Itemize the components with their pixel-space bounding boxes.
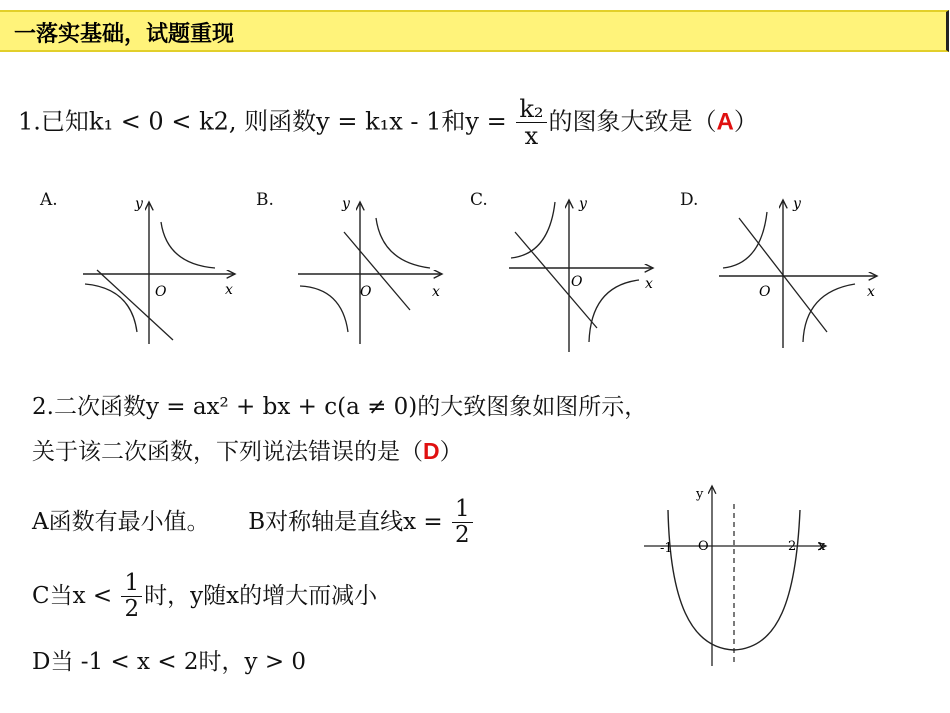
graph-d xyxy=(715,192,885,352)
x-axis-label: x xyxy=(818,539,826,554)
option-d-statement: D当 -1 < x < 2时，y > 0 xyxy=(32,649,307,675)
question-2-answer: D xyxy=(423,438,440,464)
y-axis-label: y xyxy=(579,196,587,212)
y-axis-label: y xyxy=(135,196,143,212)
origin-label: O xyxy=(360,284,372,300)
question-2-prompt: 关于该二次函数，下列说法错误的是（ xyxy=(32,439,423,465)
line-graph xyxy=(344,232,410,310)
graph-a xyxy=(75,192,245,352)
y-axis-label: y xyxy=(342,196,350,212)
option-b-text: B对称轴是直线x = xyxy=(248,508,443,535)
option-b-label: B. xyxy=(256,190,274,210)
hyperbola-branch xyxy=(803,284,855,342)
origin-label: O xyxy=(571,274,583,290)
hyperbola-branch xyxy=(589,280,639,342)
line-graph xyxy=(97,270,173,340)
origin-label: O xyxy=(155,284,167,300)
question-1 xyxy=(18,96,758,150)
right-root-label: 2 xyxy=(788,539,797,554)
hyperbola-branch xyxy=(85,284,137,332)
graph-c xyxy=(505,192,665,357)
section-title: 一落实基础，试题重现 xyxy=(14,22,235,47)
option-c-fraction xyxy=(121,571,142,623)
x-axis-label: x xyxy=(432,284,440,300)
origin-label: O xyxy=(759,284,771,300)
option-c-tail: 时，y随x的增大而减小 xyxy=(144,582,378,609)
question-2-close: ） xyxy=(439,439,463,465)
option-c-label: C. xyxy=(470,190,488,210)
fraction-numerator: 1 xyxy=(452,497,473,523)
graph-b xyxy=(292,192,452,352)
x-axis-label: x xyxy=(225,282,233,298)
line-graph xyxy=(515,232,597,328)
option-b-fraction xyxy=(452,497,473,549)
option-d-label: D. xyxy=(680,190,699,210)
left-root-label: -1 xyxy=(660,541,673,556)
hyperbola-branch xyxy=(723,212,767,268)
y-axis-label: y xyxy=(793,196,801,212)
question-1-tail: 的图象大致是（ xyxy=(548,107,717,136)
fraction-denominator: 2 xyxy=(455,522,470,549)
option-a-statement xyxy=(32,497,475,549)
question-1-answer: A xyxy=(716,108,734,136)
hyperbola-branch xyxy=(511,202,555,258)
question-2-line-1: 2.二次函数y = ax² + bx + c(a ≠ 0)的大致图象如图所示， xyxy=(32,394,648,420)
question-2-line-2 xyxy=(32,433,463,466)
fraction-numerator: k₂ xyxy=(516,96,546,123)
y-axis-label: y xyxy=(696,487,704,502)
question-1-close: ） xyxy=(733,107,758,136)
parabola-graph xyxy=(640,480,840,670)
section-banner xyxy=(0,10,949,52)
hyperbola-branch xyxy=(161,222,215,268)
x-axis-label: x xyxy=(645,276,653,292)
option-c-text: C当x < xyxy=(32,582,113,609)
question-1-fraction xyxy=(516,96,546,150)
fraction-denominator: 2 xyxy=(124,596,140,623)
option-a-text: A函数有最小值。 xyxy=(32,508,210,535)
fraction-denominator: x xyxy=(524,122,539,151)
hyperbola-branch xyxy=(300,286,348,332)
x-axis-label: x xyxy=(867,284,875,300)
fraction-numerator: 1 xyxy=(121,571,142,597)
option-a-label: A. xyxy=(40,190,58,210)
question-1-text: 已知k₁ < 0 < k2, 则函数y = k₁x - 1和y = xyxy=(40,107,507,136)
option-c-statement xyxy=(32,571,377,623)
question-1-number: 1. xyxy=(18,107,41,136)
origin-label: O xyxy=(698,539,709,554)
hyperbola-branch xyxy=(376,218,430,268)
